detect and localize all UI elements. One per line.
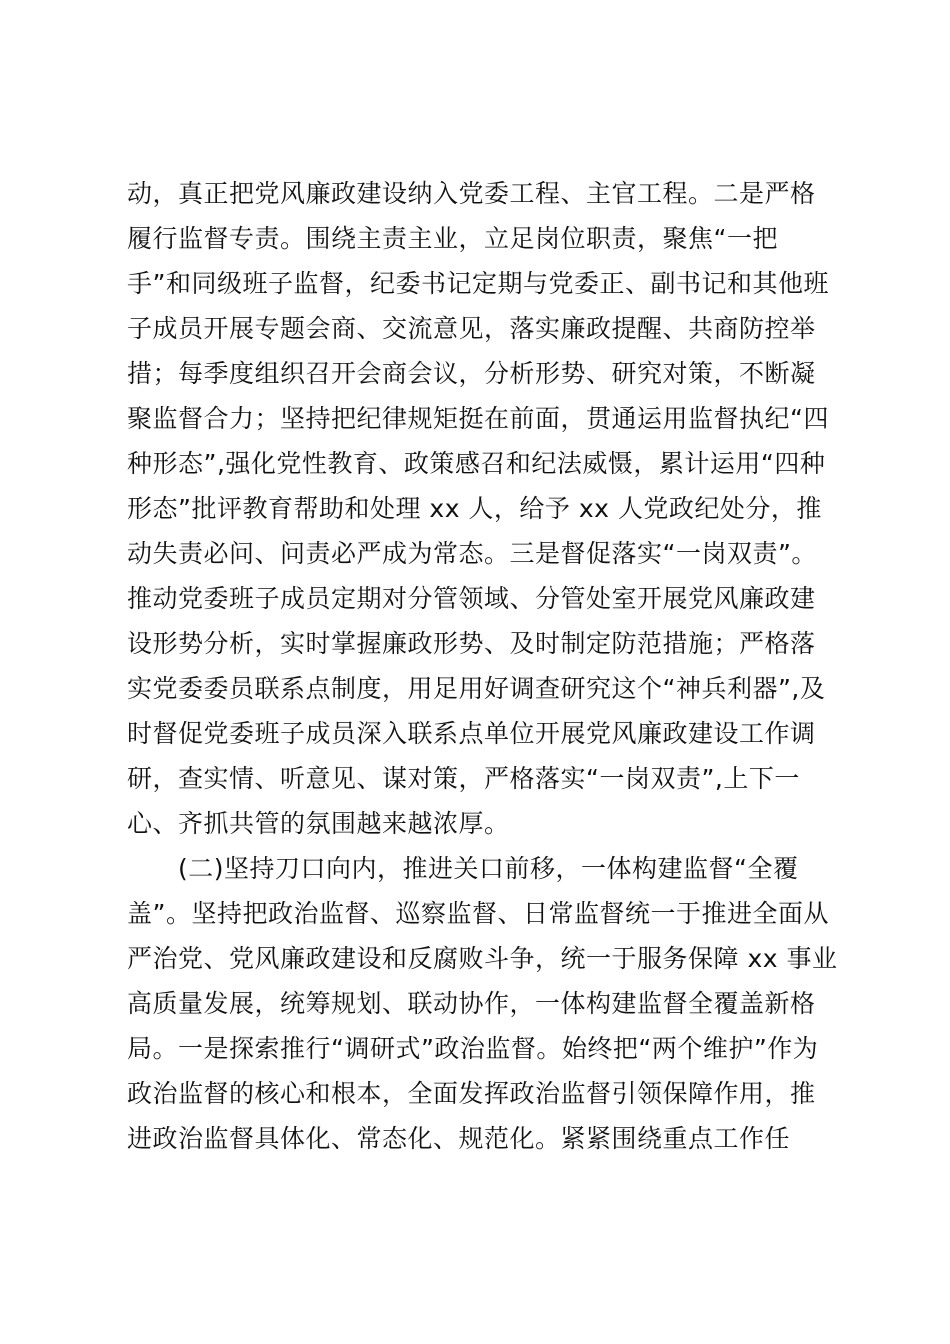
text-line: 措；每季度组织召开会商会议，分析形势、研究对策，不断凝 xyxy=(127,359,816,388)
text-line: 推动党委班子成员定期对分管领域、分管处室开展党风廉政建 xyxy=(127,584,816,613)
text-line: 进政治监督具体化、常态化、规范化。紧紧围绕重点工作任 xyxy=(127,1124,791,1153)
text-line: 局。一是探索推行“调研式”政治监督。始终把“两个维护”作为 xyxy=(127,1034,819,1063)
text-line: 政治监督的核心和根本，全面发挥政治监督引领保障作用，推 xyxy=(127,1079,816,1108)
text-line: 子成员开展专题会商、交流意见，落实廉政提醒、共商防控举 xyxy=(127,314,816,343)
text-line: 严治党、党风廉政建设和反腐败斗争，统一于服务保障 xx 事业 xyxy=(127,944,838,973)
text-line: 聚监督合力；坚持把纪律规矩挺在前面，贯通运用监督执纪“四 xyxy=(127,404,829,433)
text-line: 手”和同级班子监督，纪委书记定期与党委正、副书记和其他班 xyxy=(127,269,829,298)
text-line: 盖”。坚持把政治监督、巡察监督、日常监督统一于推进全面从 xyxy=(127,899,829,928)
text-line: 实党委委员联系点制度，用足用好调查研究这个“神兵利器”,及 xyxy=(127,674,826,703)
text-line: 动失责必问、问责必严成为常态。三是督促落实“一岗双责”。 xyxy=(127,539,817,568)
text-line: 种形态”,强化党性教育、政策感召和纪法威慑，累计运用“四种 xyxy=(127,449,826,478)
text-line: 形态”批评教育帮助和处理 xx 人，给予 xx 人党政纪处分，推 xyxy=(127,494,822,523)
text-line: 高质量发展，统筹规划、联动协作，一体构建监督全覆盖新格 xyxy=(127,989,816,1018)
text-line: 动，真正把党风廉政建设纳入党委工程、主官工程。二是严格 xyxy=(127,179,816,208)
text-line: 心、齐抓共管的氛围越来越浓厚。 xyxy=(127,809,510,838)
section-heading-line: (二)坚持刀口向内，推进关口前移，一体构建监督“全覆 xyxy=(178,854,799,883)
text-line: 履行监督专责。围绕主责主业，立足岗位职责，聚焦“一把 xyxy=(127,224,778,253)
text-line: 时督促党委班子成员深入联系点单位开展党风廉政建设工作调 xyxy=(127,719,816,748)
text-line: 设形势分析，实时掌握廉政形势、及时制定防范措施；严格落 xyxy=(127,629,816,658)
text-line: 研，查实情、听意见、谋对策，严格落实“一岗双责”,上下一 xyxy=(127,764,800,793)
